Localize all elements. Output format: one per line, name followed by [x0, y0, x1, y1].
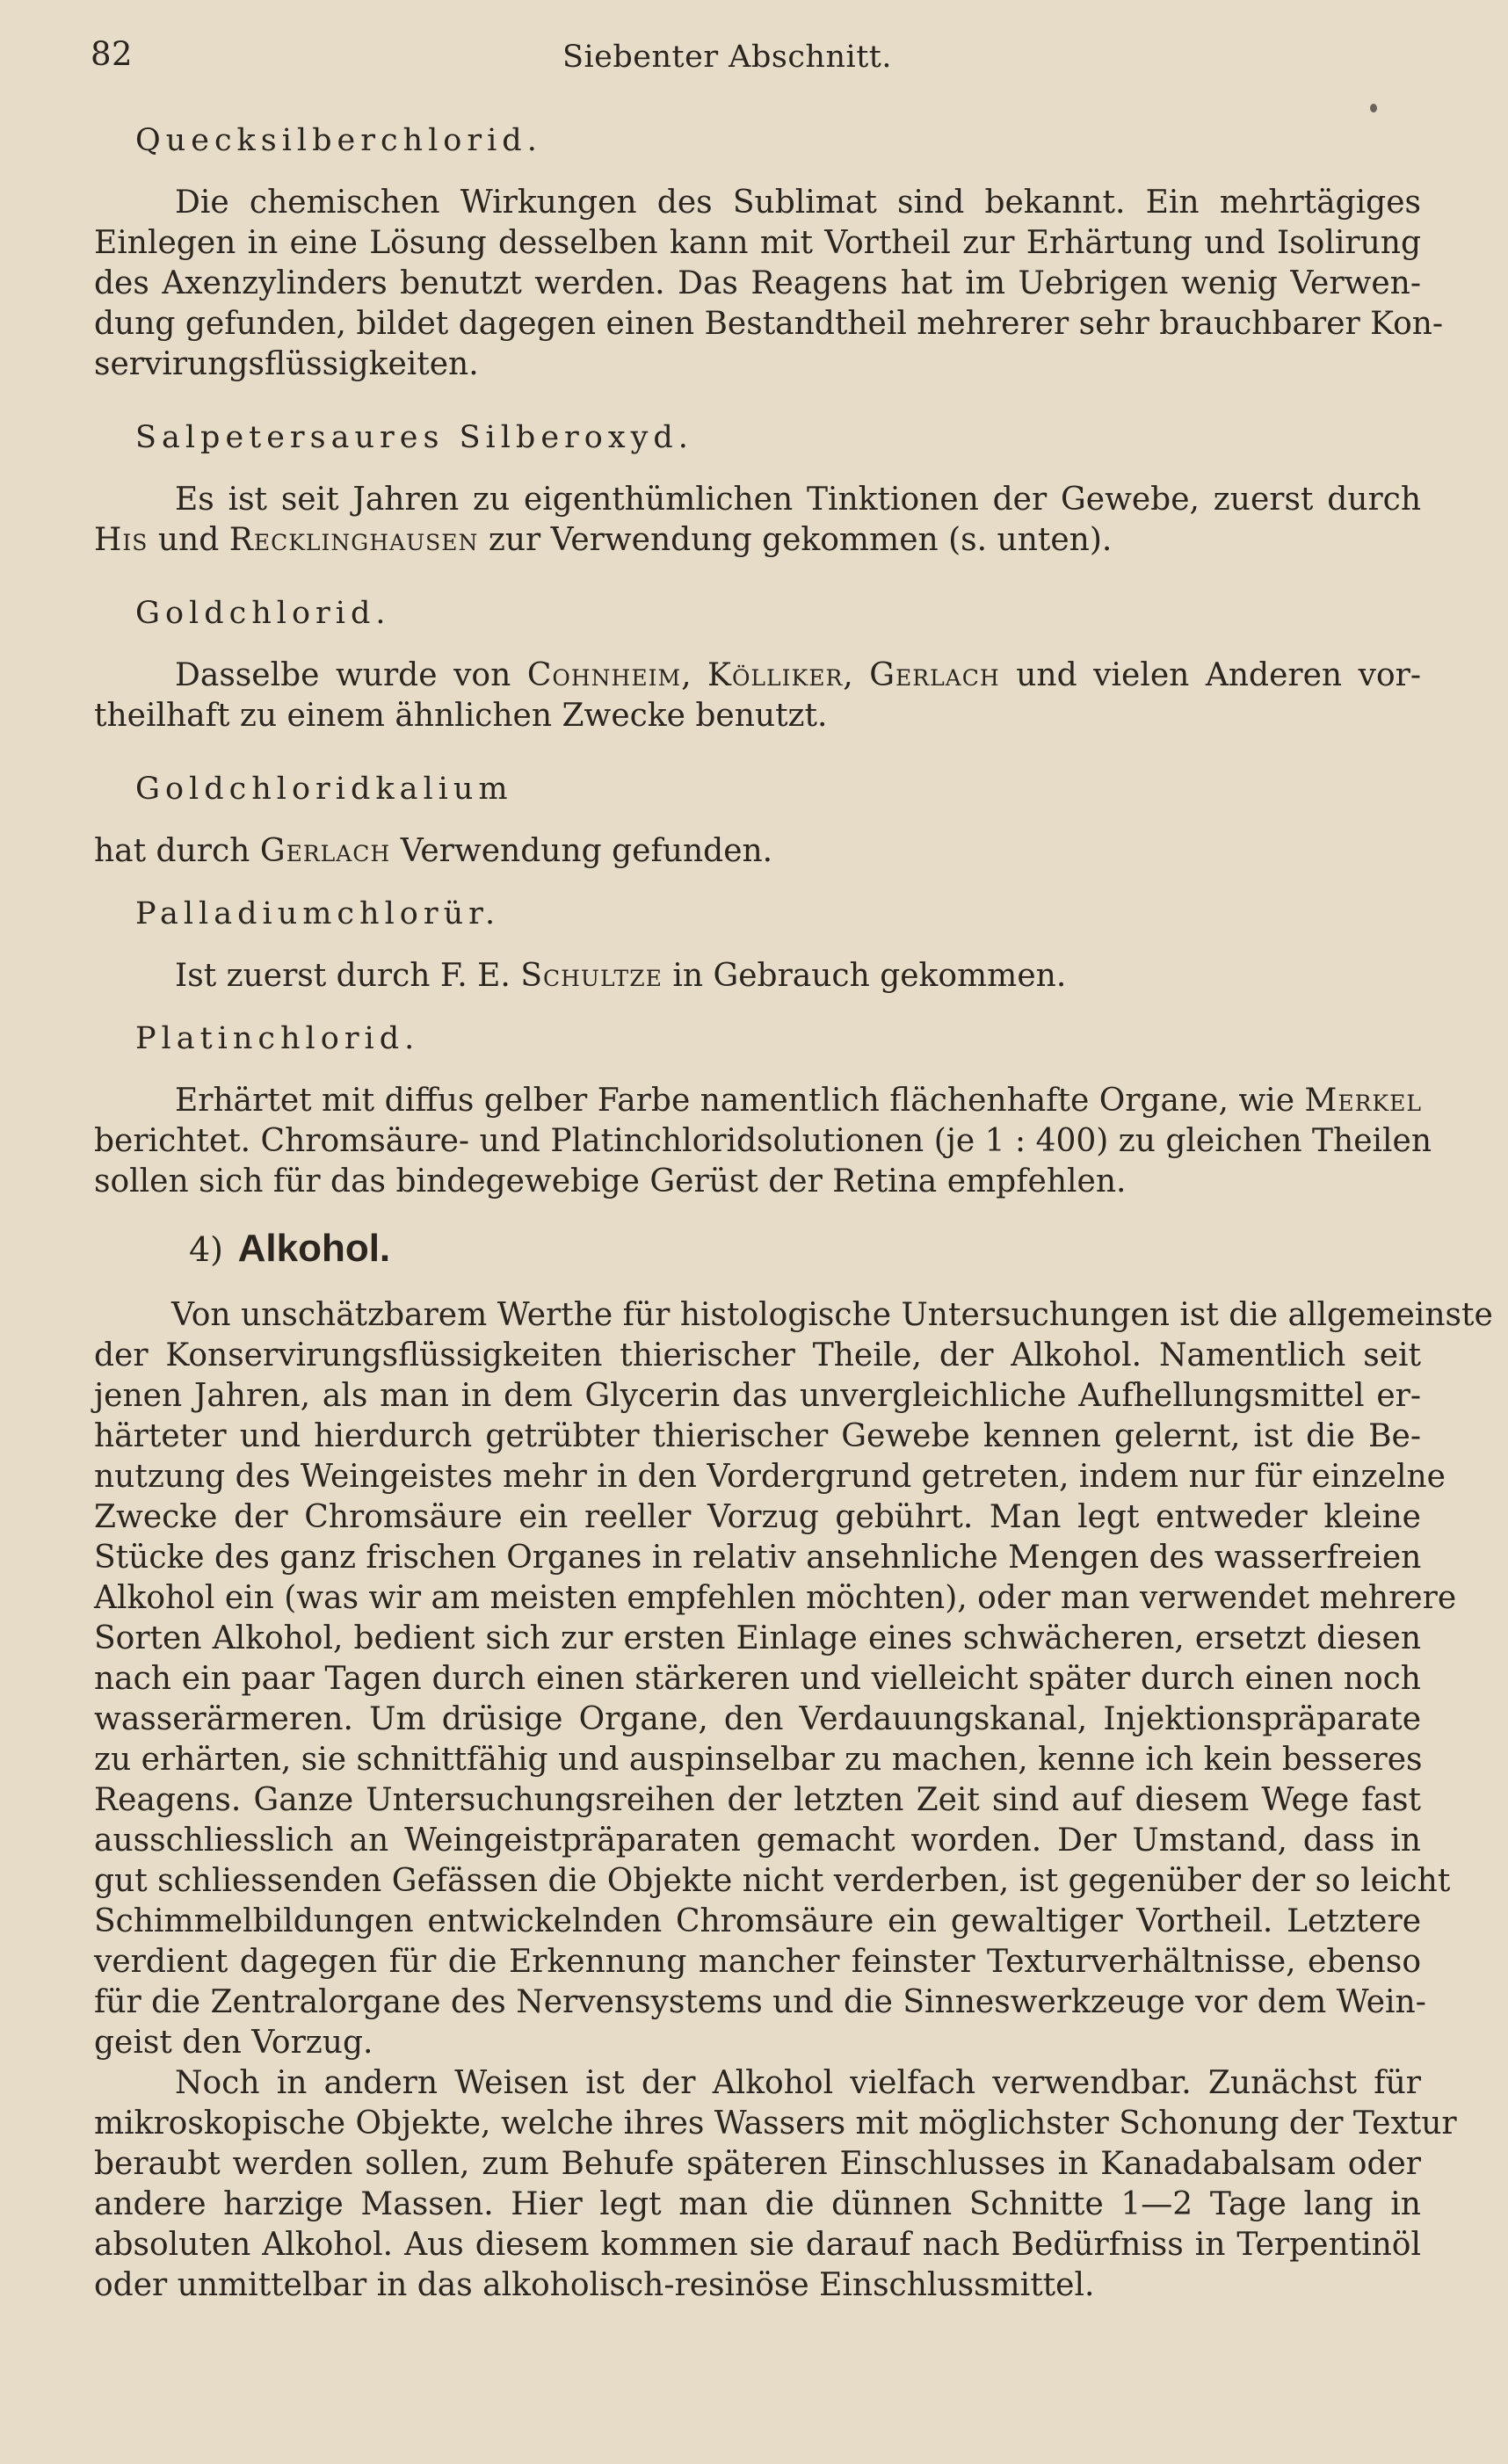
text-line: Von unschätzbarem Werthe für histologische Untersuchungen ist die allgemeinste [171, 1297, 1493, 1333]
text-line: Sorten Alkohol, bedient sich zur ersten Einlage eines schwächeren, ersetzt diesen [94, 1620, 1421, 1656]
text-line: mikroskopische Objekte, welche ihres Wassers mit möglichster Schonung der Textur [94, 2105, 1457, 2142]
paragraph-salpetersaures-silberoxyd [94, 480, 1421, 561]
paragraph-quecksilberchlorid [94, 183, 1444, 385]
text-fragment: Dasselbe wurde von [175, 657, 511, 693]
text-line [94, 831, 1421, 872]
heading-salpetersaures-silberoxyd: Salpetersaures Silberoxyd. [135, 420, 693, 455]
text-line: ausschliesslich an Weingeistpräparaten gemacht worden. Der Umstand, dass in [94, 1823, 1421, 1859]
text-line: härteter und hierdurch getrübter thierischer Gewebe kennen gelernt, ist die Be- [94, 1418, 1421, 1454]
section-title: Alkohol. [237, 1227, 391, 1270]
text-line: Es ist seit Jahren zu eigenthümlichen Tinktionen der Gewebe, zuerst durch [175, 482, 1421, 518]
text-line: verdient dagegen für die Erkennung mancher feinster Texturverhältnisse, ebenso [94, 1944, 1421, 1980]
author-name: Recklinghausen [228, 522, 479, 558]
text-line: der Konservirungsflüssigkeiten thierischer Theile, der Alkohol. Namentlich seit [94, 1337, 1421, 1373]
heading-goldchloridkalium: Goldchloridkalium [135, 772, 513, 807]
paragraph-goldchloridkalium [94, 831, 1421, 872]
text-line: nutzung des Weingeistes mehr in den Vordergrund getreten, indem nur für einzelne [94, 1459, 1446, 1495]
text-line: berichtet. Chromsäure- und Platinchloridsolutionen (je 1 : 400) zu gleichen Theilen [94, 1123, 1432, 1159]
paragraph-palladiumchloruer [94, 956, 1421, 996]
text-line: dung gefunden, bildet dagegen einen Bestandtheil mehrerer sehr brauchbarer Kon- [94, 306, 1444, 342]
text-line: Die chemischen Wirkungen des Sublimat sind bekannt. Ein mehrtägiges [175, 185, 1421, 221]
paragraph-goldchlorid [94, 656, 1421, 736]
text-line: nach ein paar Tagen durch einen stärkeren und vielleicht später durch einen noch [94, 1661, 1421, 1697]
author-name: Schultze [520, 958, 663, 994]
paragraph-alkohol-1 [94, 1295, 1493, 2063]
text-line: beraubt werden sollen, zum Behufe späteren Einschlusses in Kanadabalsam oder [94, 2146, 1421, 2182]
text-line: Noch in andern Weisen ist der Alkohol vielfach verwendbar. Zunächst für [175, 2065, 1421, 2101]
text-line [94, 1081, 1421, 1121]
text-fragment: und vielen Anderen vor- [1016, 657, 1422, 693]
text-line: theilhaft zu einem ähnlichen Zwecke benutzt. [94, 698, 828, 734]
author-name: Merkel [1304, 1083, 1422, 1119]
heading-goldchlorid: Goldchlorid. [135, 596, 391, 631]
text-fragment: in Gebrauch gekommen. [672, 958, 1067, 994]
text-line: Stücke des ganz frischen Organes in relativ ansehnliche Mengen des wasserfreien [94, 1540, 1422, 1576]
text-line: oder unmittelbar in das alkoholisch-resinöse Einschlussmittel. [94, 2267, 1095, 2303]
section-number: 4) [189, 1230, 224, 1269]
section-heading-alkohol [189, 1227, 1421, 1271]
text-fragment: Ist zuerst durch F. E. [175, 958, 511, 994]
text-line: wasserärmeren. Um drüsige Organe, den Verdauungskanal, Injektionspräparate [94, 1701, 1421, 1737]
author-name: Kölliker [707, 657, 844, 693]
text-line: servirungsflüssigkeiten. [94, 346, 479, 382]
text-fragment: Verwendung gefunden. [400, 833, 773, 869]
text-line: Dasselbe wurde von Cohnheim, Kölliker, Gerlach und vielen Anderen vor- [175, 657, 1422, 693]
text-fragment: zur Verwendung gekommen (s. unten). [488, 522, 1113, 558]
text-line [94, 956, 1421, 996]
author-name: Cohnheim [526, 657, 682, 693]
text-fragment: und [157, 522, 220, 558]
heading-quecksilberchlorid: Quecksilberchlorid. [135, 123, 542, 158]
text-line: Einlegen in eine Lösung desselben kann mit Vortheil zur Erhärtung und Isolirung [94, 225, 1421, 261]
author-name: Gerlach [869, 657, 1000, 693]
text-line: absoluten Alkohol. Aus diesem kommen sie darauf nach Bedürfniss in Terpentinöl [94, 2227, 1421, 2263]
text-line: des Axenzylinders benutzt werden. Das Reagens hat im Uebrigen wenig Verwen- [94, 265, 1421, 301]
page-body [94, 123, 1493, 2306]
text-line: andere harzige Massen. Hier legt man die dünnen Schnitte 1—2 Tage lang in [94, 2186, 1421, 2222]
author-name: His [94, 522, 149, 558]
print-speck [1370, 104, 1377, 112]
running-title: Siebenter Abschnitt. [562, 40, 892, 75]
text-line: sollen sich für das bindegewebige Gerüst der Retina empfehlen. [94, 1163, 1127, 1199]
paragraph-alkohol-2 [94, 2063, 1457, 2306]
text-line: Alkohol ein (was wir am meisten empfehlen möchten), oder man verwendet mehrere [94, 1580, 1457, 1616]
text-line: Zwecke der Chromsäure ein reeller Vorzug gebührt. Man legt entweder kleine [94, 1499, 1421, 1535]
author-name: Gerlach [259, 833, 391, 869]
text-line: zu erhärten, sie schnittfähig und auspinselbar zu machen, kenne ich kein besseres [94, 1742, 1423, 1778]
paragraph-platinchlorid [94, 1081, 1432, 1202]
text-line: Reagens. Ganze Untersuchungsreihen der letzten Zeit sind auf diesem Wege fast [94, 1782, 1421, 1818]
text-line: für die Zentralorgane des Nervensystems und die Sinneswerkzeuge vor dem Wein- [94, 1984, 1426, 2020]
text-line [94, 520, 1421, 561]
text-line: jenen Jahren, als man in dem Glycerin das unvergleichliche Aufhellungsmittel er- [94, 1378, 1421, 1414]
page-number: 82 [91, 35, 134, 73]
text-fragment: Erhärtet mit diffus gelber Farbe namentlich flächenhafte Organe, wie [175, 1083, 1294, 1119]
text-line: Schimmelbildungen entwickelnden Chromsäure ein gewaltiger Vortheil. Letztere [94, 1903, 1421, 1939]
text-line: geist den Vorzug. [94, 2025, 373, 2061]
heading-palladiumchloruer: Palladiumchlorür. [135, 896, 501, 931]
text-fragment: hat durch [94, 833, 250, 869]
heading-platinchlorid: Platinchlorid. [135, 1021, 420, 1056]
text-line: gut schliessenden Gefässen die Objekte nicht verderben, ist gegenüber der so leicht [94, 1863, 1451, 1899]
